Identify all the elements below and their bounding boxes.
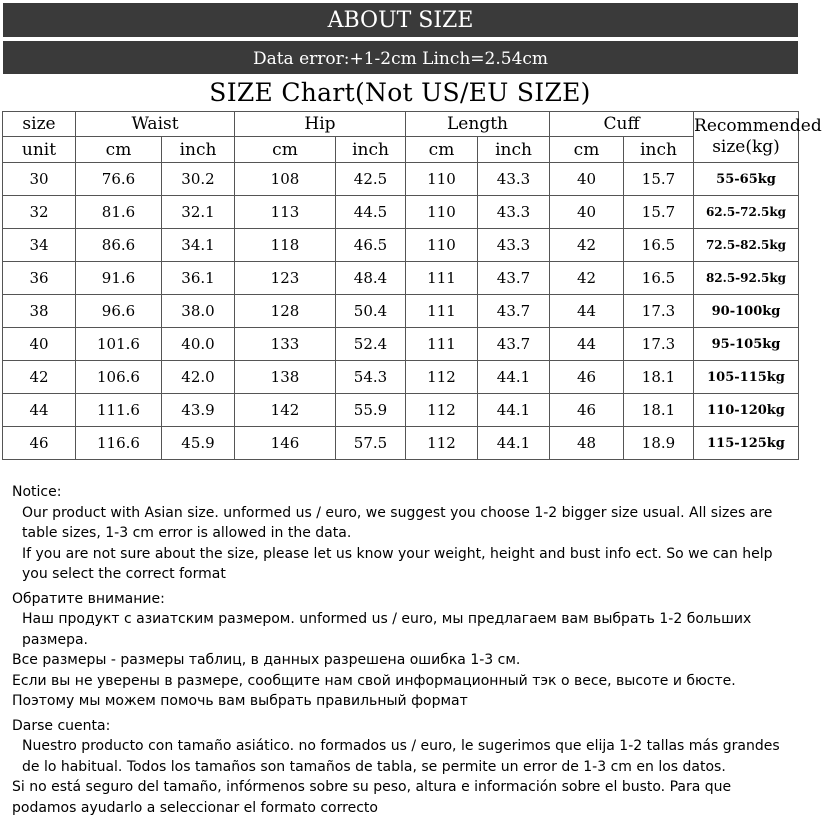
header-unit: unit — [3, 137, 76, 163]
cell-hip-cm: 118 — [235, 229, 336, 262]
cell-hip-inch: 42.5 — [336, 163, 406, 196]
cell-size: 36 — [3, 262, 76, 295]
cell-cuff-cm: 48 — [550, 427, 624, 460]
cell-length-inch: 43.7 — [478, 328, 550, 361]
header-recommended: Recommended size(kg) — [694, 112, 799, 163]
header-waist: Waist — [76, 112, 235, 137]
cell-cuff-inch: 15.7 — [624, 196, 694, 229]
cell-hip-cm: 123 — [235, 262, 336, 295]
cell-hip-inch: 52.4 — [336, 328, 406, 361]
cell-hip-cm: 133 — [235, 328, 336, 361]
header-length: Length — [406, 112, 550, 137]
cell-waist-inch: 36.1 — [162, 262, 235, 295]
table-row — [3, 427, 799, 460]
cell-recommended: 95-105kg — [694, 328, 799, 361]
cell-length-inch: 43.7 — [478, 262, 550, 295]
cell-size: 38 — [3, 295, 76, 328]
cell-length-cm: 112 — [406, 427, 478, 460]
cell-hip-inch: 44.5 — [336, 196, 406, 229]
cell-hip-cm: 113 — [235, 196, 336, 229]
cell-length-cm: 110 — [406, 163, 478, 196]
cell-waist-inch: 38.0 — [162, 295, 235, 328]
notice-ru-paragraph-2: Все размеры - размеры таблиц, в данных разрешена ошибка 1-3 см. — [12, 652, 521, 668]
cell-hip-cm: 138 — [235, 361, 336, 394]
notice-en-paragraph-1: Our product with Asian size. unformed us / euro, we suggest you choose 1-2 bigger size usual. All sizes are table sizes, 1-3 cm error is allowed in the data. — [22, 504, 773, 541]
cell-size: 40 — [3, 328, 76, 361]
cell-length-cm: 111 — [406, 262, 478, 295]
cell-recommended: 72.5-82.5kg — [694, 229, 799, 262]
cell-length-cm: 110 — [406, 229, 478, 262]
notice-en-paragraph-2: If you are not sure about the size, please let us know your weight, height and bust info ect. So we can help you select the correct format — [22, 545, 773, 582]
cell-waist-cm: 76.6 — [76, 163, 162, 196]
cell-hip-cm: 108 — [235, 163, 336, 196]
cell-size: 42 — [3, 361, 76, 394]
header-hip-inch: inch — [336, 137, 406, 163]
notice-es-heading: Darse cuenta: — [12, 717, 111, 734]
cell-cuff-inch: 17.3 — [624, 328, 694, 361]
cell-recommended: 105-115kg — [694, 361, 799, 394]
cell-waist-cm: 106.6 — [76, 361, 162, 394]
cell-length-cm: 111 — [406, 295, 478, 328]
cell-hip-cm: 142 — [235, 394, 336, 427]
cell-hip-cm: 128 — [235, 295, 336, 328]
header-waist-inch: inch — [162, 137, 235, 163]
cell-size: 46 — [3, 427, 76, 460]
header-cuff-cm: cm — [550, 137, 624, 163]
header-length-inch: inch — [478, 137, 550, 163]
cell-waist-cm: 96.6 — [76, 295, 162, 328]
header-hip: Hip — [235, 112, 406, 137]
cell-length-cm: 112 — [406, 394, 478, 427]
cell-waist-cm: 116.6 — [76, 427, 162, 460]
cell-length-cm: 110 — [406, 196, 478, 229]
cell-cuff-inch: 17.3 — [624, 295, 694, 328]
notice-ru-heading: Обратите внимание: — [12, 590, 165, 607]
header-hip-cm: cm — [235, 137, 336, 163]
notice-es-paragraph-1: Nuestro producto con tamaño asiático. no formados us / euro, le sugerimos que elija 1-2 tallas más grandes de lo habitual. Todos los tamaños son tamaños de tabla, se permite un error de 1-3 cm en los datos. — [22, 738, 780, 775]
table-row — [3, 163, 799, 196]
banner-note: Data error:+1-2cm Linch=2.54cm — [3, 41, 798, 74]
cell-cuff-inch: 18.9 — [624, 427, 694, 460]
notice-section — [12, 482, 792, 822]
cell-length-inch: 44.1 — [478, 361, 550, 394]
cell-waist-cm: 101.6 — [76, 328, 162, 361]
table-row — [3, 394, 799, 427]
cell-waist-inch: 32.1 — [162, 196, 235, 229]
table-row — [3, 229, 799, 262]
cell-cuff-cm: 40 — [550, 163, 624, 196]
cell-cuff-cm: 46 — [550, 361, 624, 394]
cell-hip-inch: 50.4 — [336, 295, 406, 328]
notice-english — [12, 482, 792, 585]
cell-cuff-inch: 15.7 — [624, 163, 694, 196]
cell-length-inch: 43.3 — [478, 229, 550, 262]
cell-waist-cm: 86.6 — [76, 229, 162, 262]
cell-cuff-cm: 42 — [550, 262, 624, 295]
header-cuff-inch: inch — [624, 137, 694, 163]
cell-waist-inch: 42.0 — [162, 361, 235, 394]
cell-length-inch: 43.3 — [478, 163, 550, 196]
cell-length-inch: 43.7 — [478, 295, 550, 328]
cell-waist-inch: 30.2 — [162, 163, 235, 196]
size-table — [2, 111, 822, 460]
cell-recommended: 115-125kg — [694, 427, 799, 460]
table-row — [3, 328, 799, 361]
cell-length-inch: 44.1 — [478, 427, 550, 460]
cell-recommended: 110-120kg — [694, 394, 799, 427]
notice-en-heading: Notice: — [12, 484, 62, 500]
cell-size: 30 — [3, 163, 76, 196]
cell-size: 32 — [3, 196, 76, 229]
cell-hip-inch: 55.9 — [336, 394, 406, 427]
cell-waist-cm: 81.6 — [76, 196, 162, 229]
cell-waist-inch: 34.1 — [162, 229, 235, 262]
cell-recommended: 55-65kg — [694, 163, 799, 196]
cell-hip-inch: 48.4 — [336, 262, 406, 295]
cell-waist-inch: 45.9 — [162, 427, 235, 460]
notice-russian — [12, 589, 792, 712]
cell-length-cm: 111 — [406, 328, 478, 361]
cell-hip-inch: 46.5 — [336, 229, 406, 262]
header-waist-cm: cm — [76, 137, 162, 163]
notice-spanish — [12, 716, 792, 819]
notice-es-paragraph-2: Si no está seguro del tamaño, infórmenos sobre su peso, altura e información sobre el busto. Para que podamos ayudarlo a seleccionar el formato correcto — [12, 779, 732, 816]
header-length-cm: cm — [406, 137, 478, 163]
banner-title: ABOUT SIZE — [3, 3, 798, 37]
cell-cuff-cm: 46 — [550, 394, 624, 427]
cell-cuff-inch: 16.5 — [624, 229, 694, 262]
cell-hip-inch: 54.3 — [336, 361, 406, 394]
cell-cuff-inch: 16.5 — [624, 262, 694, 295]
table-row — [3, 361, 799, 394]
cell-cuff-cm: 40 — [550, 196, 624, 229]
cell-length-cm: 112 — [406, 361, 478, 394]
cell-cuff-cm: 42 — [550, 229, 624, 262]
header-cuff: Cuff — [550, 112, 694, 137]
table-row — [3, 196, 799, 229]
cell-hip-cm: 146 — [235, 427, 336, 460]
cell-waist-cm: 111.6 — [76, 394, 162, 427]
header-size: size — [3, 112, 76, 137]
cell-cuff-inch: 18.1 — [624, 394, 694, 427]
cell-size: 44 — [3, 394, 76, 427]
chart-title: SIZE Chart(Not US/EU SIZE) — [209, 78, 591, 107]
cell-size: 34 — [3, 229, 76, 262]
notice-ru-paragraph-3: Если вы не уверены в размере, сообщите нам свой информационный тэк о весе, высоте и бюсте. Поэтому мы можем помочь вам выбрать правильный формат — [12, 672, 736, 709]
cell-cuff-cm: 44 — [550, 328, 624, 361]
cell-length-inch: 43.3 — [478, 196, 550, 229]
cell-waist-inch: 43.9 — [162, 394, 235, 427]
cell-waist-cm: 91.6 — [76, 262, 162, 295]
cell-recommended: 62.5-72.5kg — [694, 196, 799, 229]
cell-cuff-cm: 44 — [550, 295, 624, 328]
table-row — [3, 295, 799, 328]
cell-length-inch: 44.1 — [478, 394, 550, 427]
cell-cuff-inch: 18.1 — [624, 361, 694, 394]
table-row — [3, 262, 799, 295]
cell-waist-inch: 40.0 — [162, 328, 235, 361]
cell-hip-inch: 57.5 — [336, 427, 406, 460]
cell-recommended: 82.5-92.5kg — [694, 262, 799, 295]
cell-recommended: 90-100kg — [694, 295, 799, 328]
notice-ru-paragraph-1: Наш продукт с азиатским размером. unformed us / euro, мы предлагаем вам выбрать 1-2 больших размера. — [22, 611, 752, 648]
